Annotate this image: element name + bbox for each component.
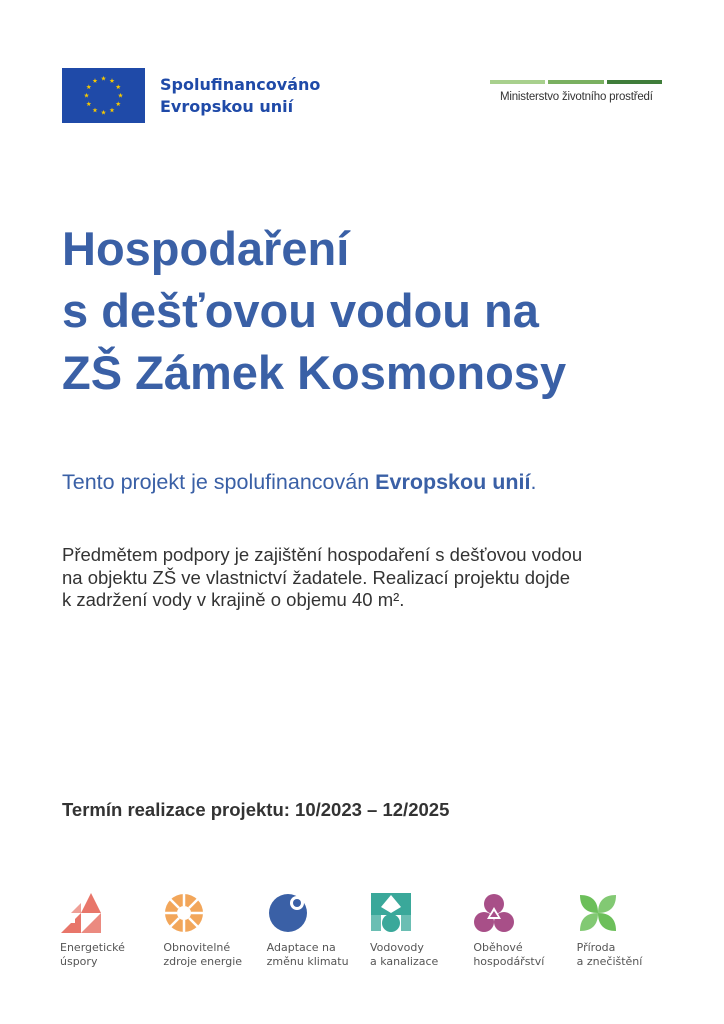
ministry-bar-3 (607, 80, 662, 84)
nature-label-2: a znečištění (576, 955, 643, 968)
program-area-energy (60, 893, 163, 969)
water-supply-icon (371, 893, 411, 933)
ministry-bar-1 (490, 80, 545, 84)
water-label-1: Vodovody (369, 941, 424, 954)
energy-savings-icon (61, 893, 101, 933)
renewable-label-2: zdroje energie (163, 955, 243, 968)
circular-economy-icon (474, 893, 514, 933)
eu-star (86, 101, 91, 106)
circular-label-1: Oběhové (473, 941, 523, 954)
description-line-1: Předmětem podpory je zajištění hospodaření s dešťovou vodou (62, 544, 583, 565)
renewable-energy-icon (164, 893, 204, 933)
energy-label-1: Energetické (60, 941, 125, 954)
eu-star (93, 108, 98, 113)
eu-line-2: Evropskou unií (160, 96, 294, 116)
climate-label-1: Adaptace na (266, 941, 336, 954)
renewable-label-1: Obnovitelné (163, 941, 231, 954)
energy-label-2: úspory (60, 955, 98, 968)
project-term: Termín realizace projektu: 10/2023 – 12/2025 (62, 799, 450, 820)
eu-cofunding-text (160, 74, 320, 118)
page-title (62, 218, 682, 404)
description-line-2: na objektu ZŠ ve vlastnictví žadatele. Realizací projektu dojde (62, 566, 571, 588)
eu-cofunding-logo (62, 68, 320, 123)
title-line-1: Hospodaření (62, 222, 350, 275)
eu-line-1: Spolufinancováno (160, 74, 321, 94)
subtitle-prefix: Tento projekt je spolufinancován (62, 470, 376, 494)
eu-star (101, 110, 106, 115)
subtitle (62, 470, 536, 495)
program-area-water (370, 893, 473, 969)
program-area-renewable (163, 893, 266, 969)
nature-label-1: Příroda (576, 941, 616, 954)
water-label-2: a kanalizace (369, 955, 439, 968)
nature-pollution-icon (578, 893, 618, 933)
climate-adaptation-icon (268, 893, 308, 933)
eu-star (116, 101, 121, 106)
eu-star (110, 108, 115, 113)
subtitle-suffix: . (530, 470, 537, 494)
eu-star (86, 84, 91, 89)
program-areas (60, 893, 680, 969)
project-description (62, 544, 662, 612)
ministry-bars (490, 80, 662, 84)
program-area-circular (473, 893, 576, 969)
circular-label-2: hospodářství (473, 955, 545, 968)
eu-star (116, 84, 121, 89)
title-line-3: ZŠ Zámek Kosmonosy (62, 346, 567, 399)
title-line-2: s dešťovou vodou na (62, 284, 539, 337)
ministry-bar-2 (548, 80, 603, 84)
climate-label-2: změnu klimatu (266, 955, 349, 968)
program-area-nature (577, 893, 680, 969)
program-area-climate (267, 893, 370, 969)
eu-star (110, 78, 115, 83)
eu-star (84, 93, 89, 98)
eu-star (93, 78, 98, 83)
description-line-3: k zadržení vody v krajině o objemu 40 m². (62, 589, 405, 610)
subtitle-emphasis: Evropskou unií (375, 470, 531, 494)
ministry-name: Ministerstvo životního prostředí (500, 91, 653, 103)
ministry-logo (490, 80, 662, 103)
eu-flag-icon (62, 68, 145, 123)
eu-star (101, 76, 106, 81)
eu-star (118, 93, 123, 98)
